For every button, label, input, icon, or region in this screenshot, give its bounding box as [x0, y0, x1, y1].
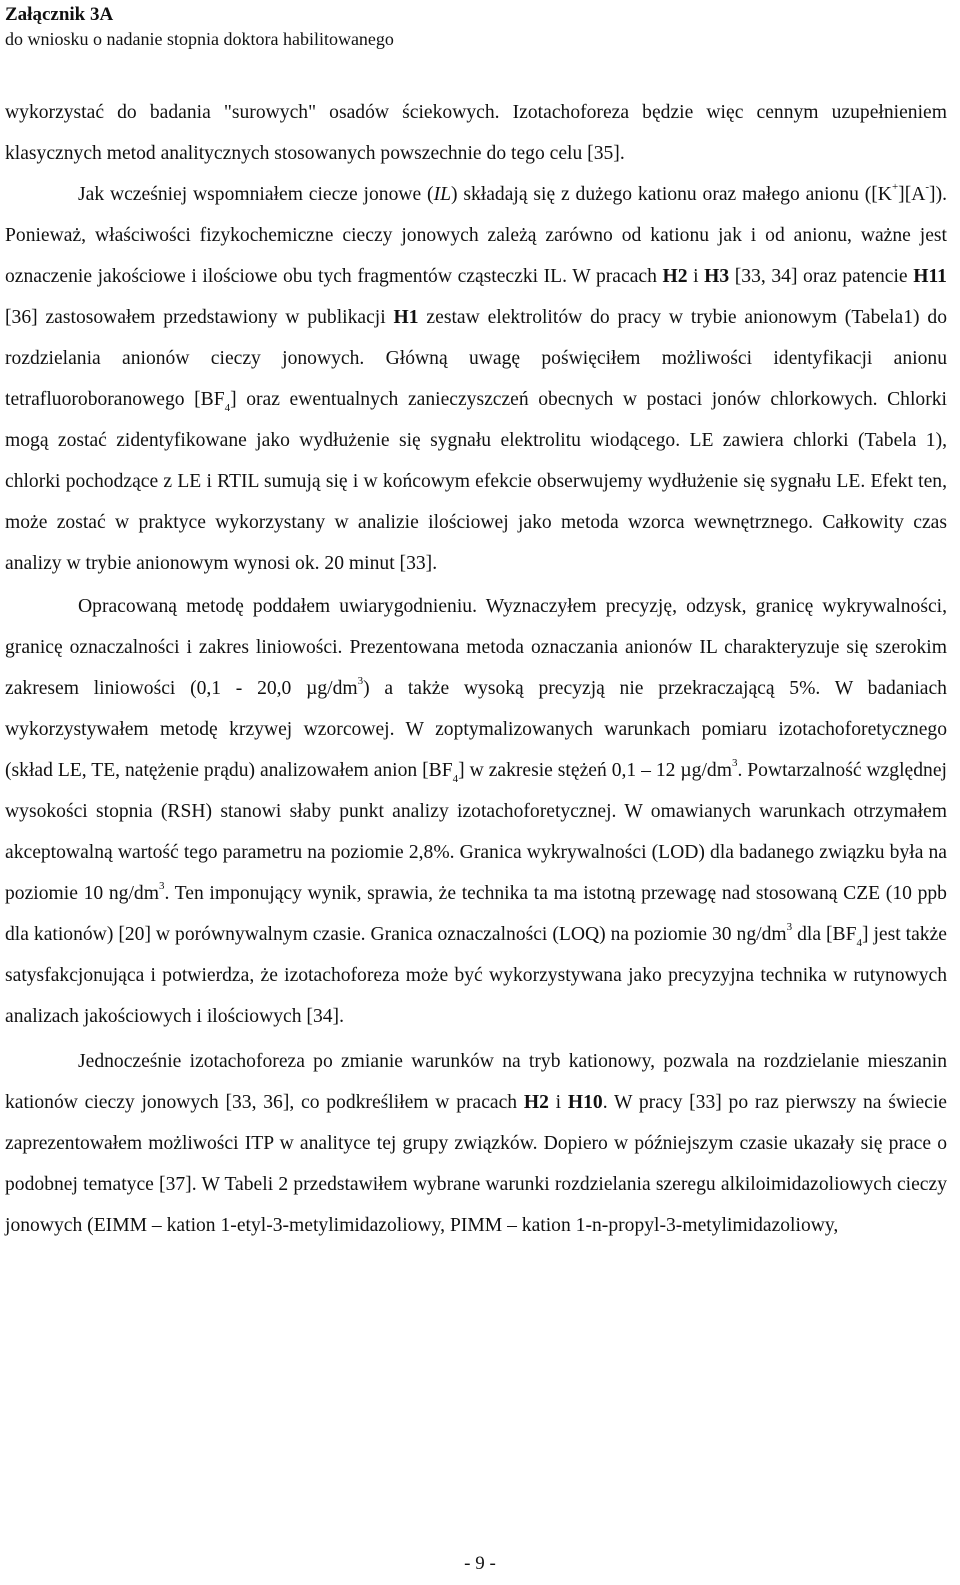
text-run: Jak wcześniej wspomniałem ciecze jonowe ( [78, 184, 434, 205]
text-run: Jednocześnie izotachoforeza po zmianie warunków na tryb kationowy, pozwala na rozdzielanie mieszanin kationów cieczy jonowych [33, 36], co podkreśliłem w pracach [5, 1051, 947, 1113]
publication-ref: H3 [704, 266, 730, 287]
text-run: i [687, 266, 705, 287]
text-run: ]). Ponieważ, właściwości fizykochemiczne cieczy jonowych zależą zarówno od kationu jak i od anionu, ważne jest oznaczenie jakościowe i ilościowe obu tych fragmentów cząsteczki IL. W pracach [5, 184, 947, 287]
superscript: 3 [357, 675, 364, 688]
paragraph-2 [5, 174, 947, 584]
publication-ref: H2 [662, 266, 688, 287]
text-run: ] jest także satysfakcjonująca i potwierdza, że izotachoforeza może być wykorzystywana jako precyzyjna technika w rutynowych analizach jakościowych i ilościowych [34]. [5, 924, 947, 1027]
paragraph-4 [5, 1041, 947, 1246]
document-header [5, 3, 955, 51]
text-run: i [548, 1092, 568, 1113]
text-run: ) składają się z dużego kationu oraz małego anionu ([K [451, 184, 892, 205]
text-run: . W pracy [33] po raz pierwszy na świecie zaprezentowałem możliwości ITP w analityce tej grupy związków. Dopiero w późniejszym czasie ukazały się prace o podobnej tematyce [37]. W Tabeli 2 przedstawiłem wybrane warunki rozdzielania szeregu alkiloimidazoliowych cieczy jonowych (EIMM – kation 1-etyl-3-metylimidazoliowy, PIMM – kation 1-n-propyl-3-metylimidazoliowy, [5, 1092, 947, 1236]
text-run: ] oraz ewentualnych zanieczyszczeń obecnych w postaci jonów chlorkowych. Chlorki mogą zostać zidentyfikowane jako wydłużenie się sygnału elektrolitu wiodącego. LE zawiera chlorki (Tabela 1), chlorki pochodzące z LE i RTIL sumują się i w końcowym efekcie obserwujemy wydłużenie się sygnału LE. Efekt ten, może zostać w praktyce wykorzystany w analizie ilościowej jako metoda wzorca wewnętrznego. Całkowity czas analizy w trybie anionowym wynosi ok. 20 minut [33]. [5, 389, 947, 574]
body-text [5, 92, 947, 1246]
text-run: ] w zakresie stężeń 0,1 – 12 µg/dm [458, 760, 732, 781]
superscript: + [891, 181, 899, 194]
attachment-title: Załącznik 3A [5, 4, 114, 25]
superscript: 3 [786, 921, 793, 934]
publication-ref: H10 [567, 1092, 603, 1113]
text-run: . Powtarzalność względnej wysokości stopnia (RSH) stanowi słaby punkt analizy izotachoforetycznej. W omawianych warunkach otrzymałem akceptowalną wartość tego parametru na poziomie 2,8%. Granica wykrywalności (LOD) dla badanego związku była na poziomie 10 ng/dm [5, 760, 947, 904]
superscript: 3 [731, 757, 738, 770]
text-run: ][A [898, 184, 926, 205]
text-run: [33, 34] oraz patencie [729, 266, 914, 287]
text-run: Opracowaną metodę poddałem uwiarygodnieniu. Wyznaczyłem precyzję, odzysk, granicę wykrywalności, granicę oznaczalności i zakres liniowości. Prezentowana metoda oznaczania anionów IL charakteryzuje się szerokim zakresem liniowości (0,1 - 20,0 µg/dm [5, 596, 947, 699]
paragraph-3 [5, 586, 947, 1037]
subscript: 4 [856, 936, 862, 949]
text-run: . Ten imponujący wynik, sprawia, że technika ta ma istotną przewagę nad stosowaną CZE (10 ppb dla kationów) [20] w porównywalnym czasie. Granica oznaczalności (LOQ) na poziomie 30 ng/dm [5, 883, 947, 945]
text-run: [36] zastosowałem przedstawiony w publikacji [5, 307, 394, 328]
paragraph-1-text: wykorzystać do badania "surowych" osadów ściekowych. Izotachoforeza będzie więc cennym uzupełnieniem klasycznych metod analitycznych stosowanych powszechnie do tego celu [35]. [5, 102, 947, 164]
paragraph-1 [5, 92, 947, 174]
page-number: - 9 - [464, 1553, 496, 1574]
il-abbreviation: IL [433, 184, 452, 205]
publication-ref: H2 [523, 1092, 549, 1113]
text-run: ) a także wysoką precyzją nie przekraczającą 5%. W badaniach wykorzystywałem metodę krzywej wzorcowej. W zoptymalizowanych warunkach pomiaru izotachoforetycznego (skład LE, TE, natężenie prądu) analizowałem anion [BF [5, 678, 947, 781]
patent-ref: H11 [913, 266, 947, 287]
subscript: 4 [224, 401, 231, 414]
text-run: zestaw elektrolitów do pracy w trybie anionowym (Tabela1) do rozdzielania anionów cieczy jonowych. Główną uwagę poświęciłem możliwości identyfikacji anionu tetrafluoroboranowego [BF [5, 307, 948, 410]
attachment-subtitle: do wniosku o nadanie stopnia doktora habilitowanego [5, 29, 394, 49]
superscript: 3 [158, 880, 165, 893]
superscript: - [925, 181, 930, 194]
publication-ref: H1 [393, 307, 419, 328]
subscript: 4 [452, 772, 459, 785]
text-run: dla [BF [792, 924, 857, 945]
